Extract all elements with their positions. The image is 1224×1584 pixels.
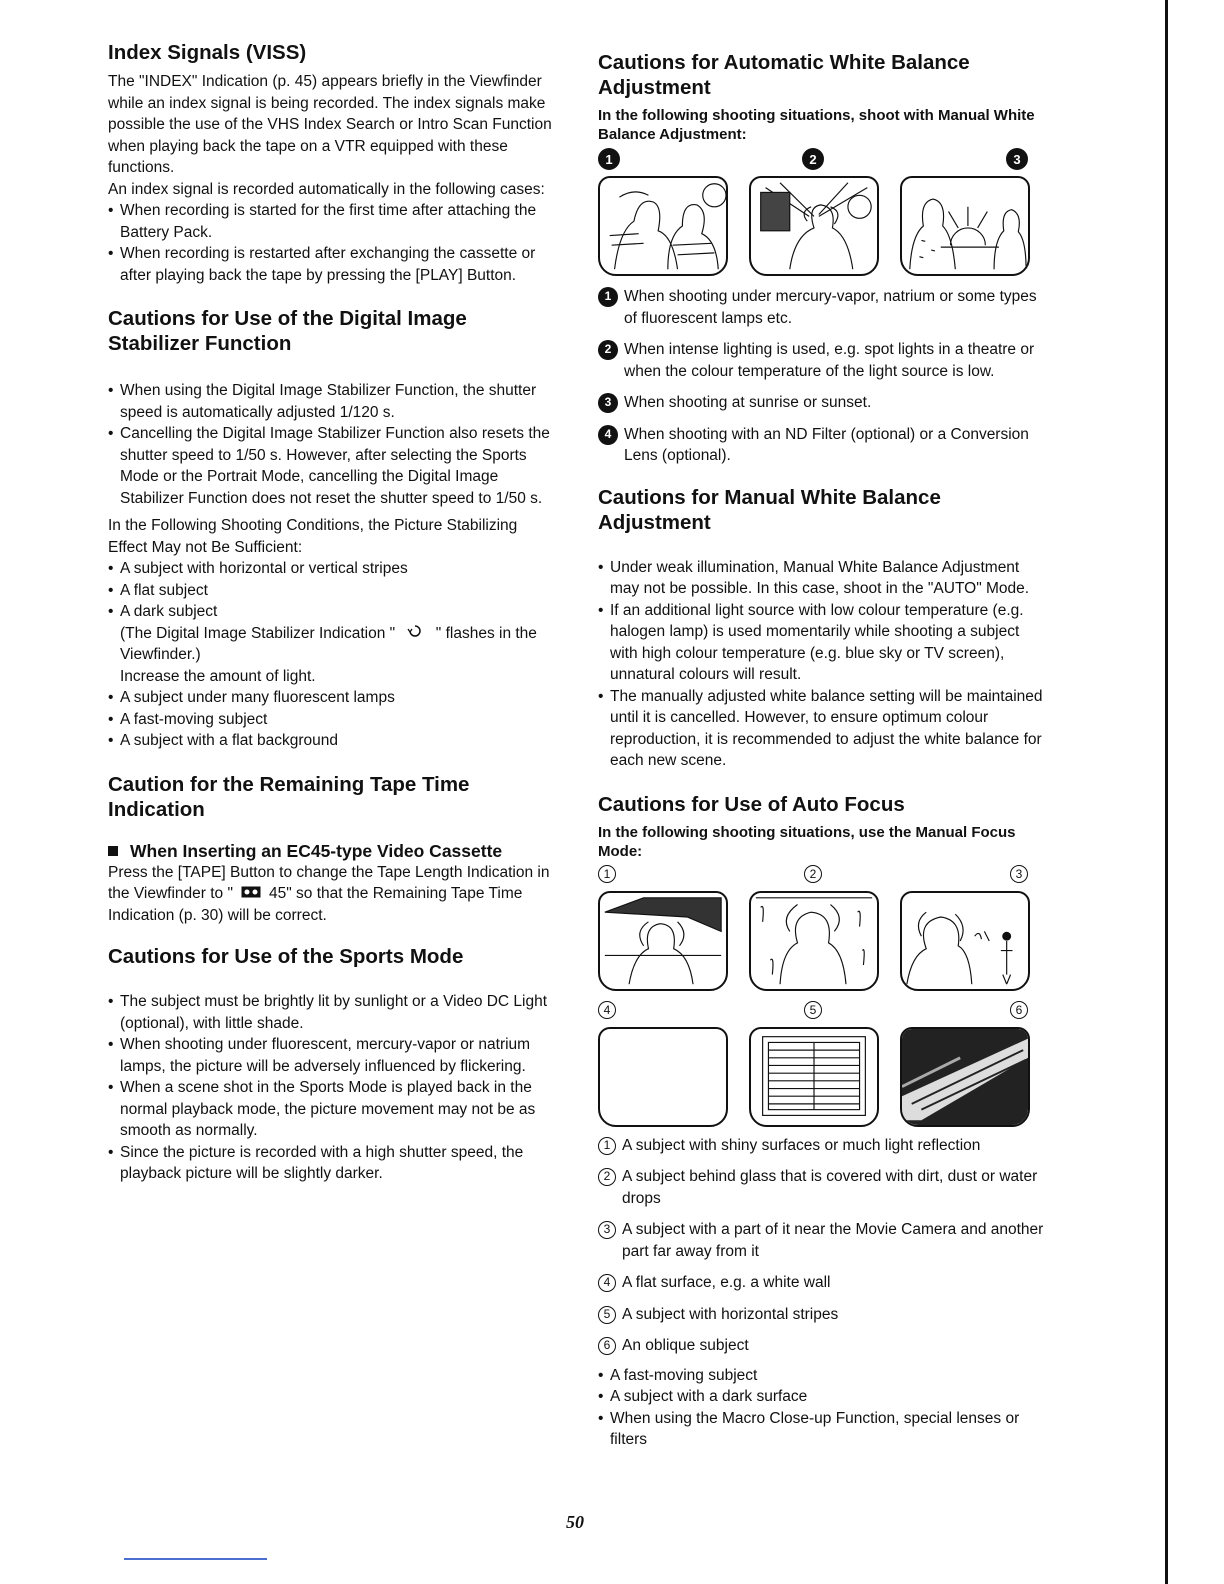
list-item: • A fast-moving subject [598, 1365, 1044, 1387]
list-item [598, 1219, 1044, 1262]
stabilizer-conditions-list [108, 558, 556, 623]
page-edge-rule [1165, 0, 1168, 1584]
tape-text: Press the [TAPE] Button to change the Tape Length Indication in the Viewfinder to " [108, 863, 550, 902]
list-item: • A fast-moving subject [108, 709, 556, 731]
white-wall-illustration [598, 1027, 728, 1127]
list-item [598, 286, 1044, 329]
viss-heading: Index Signals (VISS) [108, 41, 307, 64]
af-bullet-list [598, 1365, 1044, 1451]
item-text: A flat surface, e.g. a white wall [622, 1274, 831, 1291]
item-text: A subject with a part of it near the Movie Camera and another part far away from it [622, 1221, 1044, 1260]
awb-heading: Cautions for Automatic White Balance Adjustment [598, 51, 970, 99]
stabilizer-bullet-list [108, 380, 556, 509]
figure-marker: 2 [802, 148, 824, 170]
item-number: 4 [598, 425, 618, 445]
item-text: When shooting at sunrise or sunset. [624, 394, 872, 411]
item-number: 2 [598, 1168, 616, 1186]
mwb-heading: Cautions for Manual White Balance Adjustment [598, 485, 941, 534]
list-item: • The subject must be brightly lit by sunlight or a Video DC Light (optional), with little shade. [108, 991, 556, 1034]
item-number: 3 [598, 1221, 616, 1239]
item-number: 5 [598, 1306, 616, 1324]
af-figure-markers-row1 [598, 861, 1028, 887]
list-item: • When using the Macro Close-up Function, special lenses or filters [598, 1408, 1044, 1451]
list-item: • Under weak illumination, Manual White Balance Adjustment may not be possible. In this case, shoot in the "AUTO" Mode. [598, 557, 1044, 600]
fluorescent-lamp-illustration [598, 176, 728, 276]
list-item: • A dark subject [108, 601, 556, 623]
af-subheading: In the following shooting situations, use the Manual Focus Mode: [598, 823, 1016, 860]
figure-marker: 1 [598, 865, 616, 883]
note-text: " flashes in the Viewfinder.) [120, 624, 537, 663]
item-text: When intense lighting is used, e.g. spot lights in a theatre or when the colour temperature of the light source is low. [624, 341, 1035, 380]
page-number: 50 [566, 1512, 584, 1532]
figure-marker: 1 [598, 148, 620, 170]
list-item: • A subject with horizontal or vertical stripes [108, 558, 556, 580]
item-number: 4 [598, 1274, 616, 1292]
list-item: • A flat subject [108, 580, 556, 602]
stabilizer-indication-note [108, 623, 556, 666]
list-item: • Cancelling the Digital Image Stabilizer Function also resets the shutter speed to 1/50 s. However, after selecting the Sports Mode or the Portrait Mode, cancelling the Digital Image Stabilizer Function does not reset the shutter speed to 1/50 s. [108, 423, 556, 509]
spotlight-illustration [749, 176, 879, 276]
item-number: 2 [598, 340, 618, 360]
viss-bullet-list [108, 200, 556, 286]
stabilizer-indication-icon [407, 623, 423, 645]
figure-marker: 2 [804, 865, 822, 883]
list-item [598, 1166, 1044, 1209]
list-item: • When a scene shot in the Sports Mode is played back in the normal playback mode, the picture movement may not be as smooth as normally. [108, 1077, 556, 1142]
af-figures-row1 [598, 891, 1030, 991]
tape-subheading [108, 840, 556, 862]
list-item [598, 1272, 1044, 1294]
figure-marker: 3 [1010, 865, 1028, 883]
awb-item-list [598, 286, 1044, 467]
list-item: • The manually adjusted white balance setting will be maintained until it is cancelled. However, to ensure optimum colour reproduction, it is recommended to adjust the white balance for each new scene. [598, 686, 1044, 772]
note-text: (The Digital Image Stabilizer Indication " [120, 624, 396, 642]
right-column [598, 50, 1044, 1451]
list-item: • Since the picture is recorded with a high shutter speed, the playback picture will be slightly darker. [108, 1142, 556, 1185]
square-bullet-icon [108, 846, 118, 856]
tape-text: 45" so that the Remaining Tape Time Indication (p. 30) will be correct. [108, 885, 523, 924]
item-text: A subject behind glass that is covered with dirt, dust or water drops [622, 1168, 1038, 1207]
list-item: • When recording is restarted after exchanging the cassette or after playing back the tape by pressing the [PLAY] Button. [108, 243, 556, 286]
glass-dirt-illustration [749, 891, 879, 991]
footer-rule [124, 1558, 267, 1560]
item-text: A subject with horizontal stripes [622, 1305, 839, 1323]
awb-subheading: In the following shooting situations, shoot with Manual White Balance Adjustment: [598, 107, 1035, 143]
viss-paragraph: The "INDEX" Indication (p. 45) appears briefly in the Viewfinder while an index signal is being recorded. The index signals make possible the use of the VHS Index Search or Intro Scan Function when playing back the tape on a VTR equipped with these functions. [108, 73, 552, 176]
item-text: An oblique subject [622, 1337, 749, 1354]
list-item [598, 339, 1044, 382]
tape-paragraph [108, 862, 556, 927]
sports-heading: Cautions for Use of the Sports Mode [108, 945, 464, 969]
item-text: When shooting under mercury-vapor, natrium or some types of fluorescent lamps etc. [624, 288, 1037, 327]
figure-marker: 3 [1006, 148, 1028, 170]
shiny-surface-illustration [598, 891, 728, 991]
list-item [598, 424, 1044, 467]
af-figure-markers-row2 [598, 997, 1028, 1023]
list-item: • When shooting under fluorescent, mercury-vapor or natrium lamps, the picture will be adversely influenced by flickering. [108, 1034, 556, 1077]
awb-figures [598, 176, 1030, 276]
list-item: • A subject with a flat background [108, 730, 556, 752]
af-item-list [598, 1135, 1044, 1357]
list-item: • If an additional light source with low colour temperature (e.g. halogen lamp) is used momentarily while shooting a subject with high colour temperature (e.g. blue sky or TV screen), unnatural colours will result. [598, 600, 1044, 686]
list-item: • A subject with a dark surface [598, 1386, 1044, 1408]
horizontal-stripes-illustration [749, 1027, 879, 1127]
stabilizer-light-note: Increase the amount of light. [120, 667, 316, 685]
cassette-icon [241, 883, 261, 905]
tape-heading: Caution for the Remaining Tape Time Indication [108, 772, 470, 821]
item-number: 1 [598, 287, 618, 307]
item-text: A subject with shiny surfaces or much light reflection [622, 1136, 981, 1154]
list-item [598, 1304, 1044, 1326]
figure-marker: 6 [1010, 1001, 1028, 1019]
oblique-subject-illustration [900, 1027, 1030, 1127]
af-figures-row2 [598, 1027, 1030, 1127]
awb-figure-markers [598, 146, 1028, 172]
mwb-bullet-list [598, 557, 1044, 772]
figure-marker: 5 [804, 1001, 822, 1019]
figure-marker: 4 [598, 1001, 616, 1019]
list-item: • A subject under many fluorescent lamps [108, 687, 556, 709]
stabilizer-conditions-intro: In the Following Shooting Conditions, the Picture Stabilizing Effect May not Be Sufficient: [108, 517, 518, 556]
stabilizer-conditions-list-2 [108, 687, 556, 752]
sunset-illustration [900, 176, 1030, 276]
item-number: 1 [598, 1137, 616, 1155]
item-number: 6 [598, 1337, 616, 1355]
list-item: • When using the Digital Image Stabilizer Function, the shutter speed is automatically adjusted 1/120 s. [108, 380, 556, 423]
af-heading: Cautions for Use of Auto Focus [598, 792, 905, 816]
list-item [598, 392, 1044, 414]
item-number: 3 [598, 393, 618, 413]
near-far-subject-illustration [900, 891, 1030, 991]
tape-subheading-text: When Inserting an EC45-type Video Cassette [130, 840, 503, 861]
viss-paragraph-2: An index signal is recorded automatically in the following cases: [108, 180, 545, 198]
item-text: When shooting with an ND Filter (optional) or a Conversion Lens (optional). [624, 425, 1029, 464]
sports-bullet-list [108, 991, 556, 1185]
list-item [598, 1135, 1044, 1157]
list-item: • When recording is started for the first time after attaching the Battery Pack. [108, 200, 556, 243]
left-column [108, 40, 556, 1185]
stabilizer-heading: Cautions for Use of the Digital Image Stabilizer Function [108, 307, 467, 355]
list-item [598, 1335, 1044, 1357]
